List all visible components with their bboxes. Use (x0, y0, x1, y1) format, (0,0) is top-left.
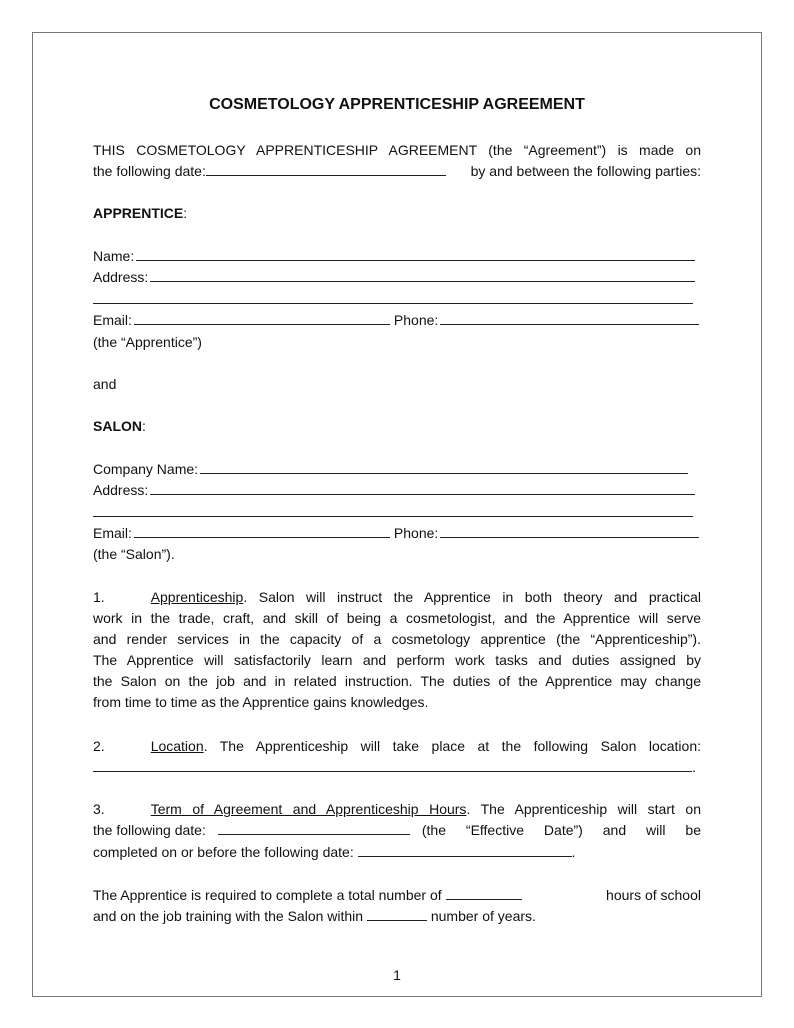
section-1-line-5: the Salon on the job and in related instruction. The duties of the Apprentice may change (93, 673, 701, 689)
hours-text-end: hours of school (606, 887, 701, 903)
intro-line-2-end: by and between the following parties: (470, 163, 701, 179)
apprentice-phone-field[interactable] (440, 310, 699, 325)
apprentice-contact-row (93, 310, 701, 330)
phone-label: Phone: (393, 525, 439, 541)
section-3-line-2 (93, 820, 701, 840)
hours-text: The Apprentice is required to complete a total number of (93, 887, 442, 903)
apprentice-name-row (93, 246, 697, 266)
effective-date-text: (the “Effective Date”) and will be (421, 822, 701, 838)
colon: : (142, 418, 146, 434)
colon: : (183, 205, 188, 221)
years-field[interactable] (367, 906, 427, 921)
agreement-date-field[interactable] (206, 161, 446, 176)
section-1-line-4: The Apprentice will satisfactorily learn and perform work tasks and duties assigned by (93, 652, 701, 668)
salon-company-row (93, 459, 690, 479)
address-label: Address: (93, 482, 149, 498)
section-3-line-1 (93, 799, 701, 819)
salon-email-field[interactable] (134, 523, 390, 538)
section-text: . The Apprenticeship will start on (466, 801, 701, 817)
section-number: 2. (93, 738, 105, 754)
intro-line-1: THIS COSMETOLOGY APPRENTICESHIP AGREEMENT (the “Agreement”) is made on (93, 142, 701, 158)
apprentice-email-field[interactable] (134, 310, 390, 325)
section-2-line-2 (93, 757, 696, 777)
hours-line-2 (93, 906, 701, 926)
salon-address-line-2 (93, 502, 693, 522)
document-title: COSMETOLOGY APPRENTICESHIP AGREEMENT (209, 96, 585, 113)
start-date-label: the following date: (93, 822, 206, 838)
section-text: . Salon will instruct the Apprentice in both theory and practical (243, 589, 701, 605)
section-3-line-3 (93, 842, 701, 862)
salon-location-field[interactable] (93, 757, 692, 772)
years-text-end: number of years. (430, 908, 536, 924)
section-number: 3. (93, 801, 105, 817)
salon-address-field[interactable] (150, 480, 695, 495)
hours-line-1 (93, 885, 701, 905)
period: . (692, 759, 696, 775)
name-label: Name: (93, 248, 135, 264)
apprentice-name-field[interactable] (136, 246, 695, 261)
apprentice-heading (93, 203, 701, 223)
date-label: the following date: (93, 163, 206, 179)
section-heading: Apprenticeship (150, 589, 244, 605)
period: . (571, 844, 576, 860)
apprentice-address-field-2[interactable] (93, 289, 693, 304)
section-1-line-6: from time to time as the Apprentice gains knowledges. (93, 694, 429, 710)
intro-line-2 (93, 161, 701, 181)
section-1-line-3: and render services in the capacity of a cosmetology apprentice (the “Apprenticeship”). (93, 631, 701, 647)
section-number: 1. (93, 589, 105, 605)
salon-contact-row (93, 523, 701, 543)
and-text: and (93, 376, 117, 392)
total-hours-field[interactable] (446, 885, 522, 900)
salon-address-field-2[interactable] (93, 502, 693, 517)
end-date-label: completed on or before the following date: (93, 844, 354, 860)
apprentice-definition: (the “Apprentice”) (93, 334, 202, 350)
page-number: 1 (393, 967, 401, 983)
salon-heading-text: SALON (93, 418, 142, 434)
apprentice-address-line-2 (93, 289, 693, 309)
salon-phone-field[interactable] (440, 523, 699, 538)
section-heading: Term of Agreement and Apprenticeship Hours (150, 801, 467, 817)
address-label: Address: (93, 269, 149, 285)
completion-date-field[interactable] (358, 842, 572, 857)
effective-date-field[interactable] (218, 820, 410, 835)
apprentice-heading-text: APPRENTICE (93, 205, 184, 221)
apprentice-address-row (93, 267, 697, 287)
section-text: . The Apprenticeship will take place at the following Salon location: (203, 738, 701, 754)
salon-company-field[interactable] (200, 459, 688, 474)
salon-heading (93, 416, 701, 436)
phone-label: Phone: (393, 312, 439, 328)
email-label: Email: (93, 312, 132, 328)
salon-address-row (93, 480, 697, 500)
section-1-line-1 (93, 587, 701, 607)
section-1-line-2: work in the trade, craft, and skill of being a cosmetologist, and the Apprentice will serve (93, 610, 701, 626)
apprentice-address-field[interactable] (150, 267, 695, 282)
salon-definition: (the “Salon”). (93, 546, 175, 562)
email-label: Email: (93, 525, 132, 541)
years-text: and on the job training with the Salon within (93, 908, 364, 924)
section-heading: Location (150, 738, 204, 754)
company-name-label: Company Name: (93, 461, 199, 477)
section-2-line-1 (93, 736, 701, 756)
